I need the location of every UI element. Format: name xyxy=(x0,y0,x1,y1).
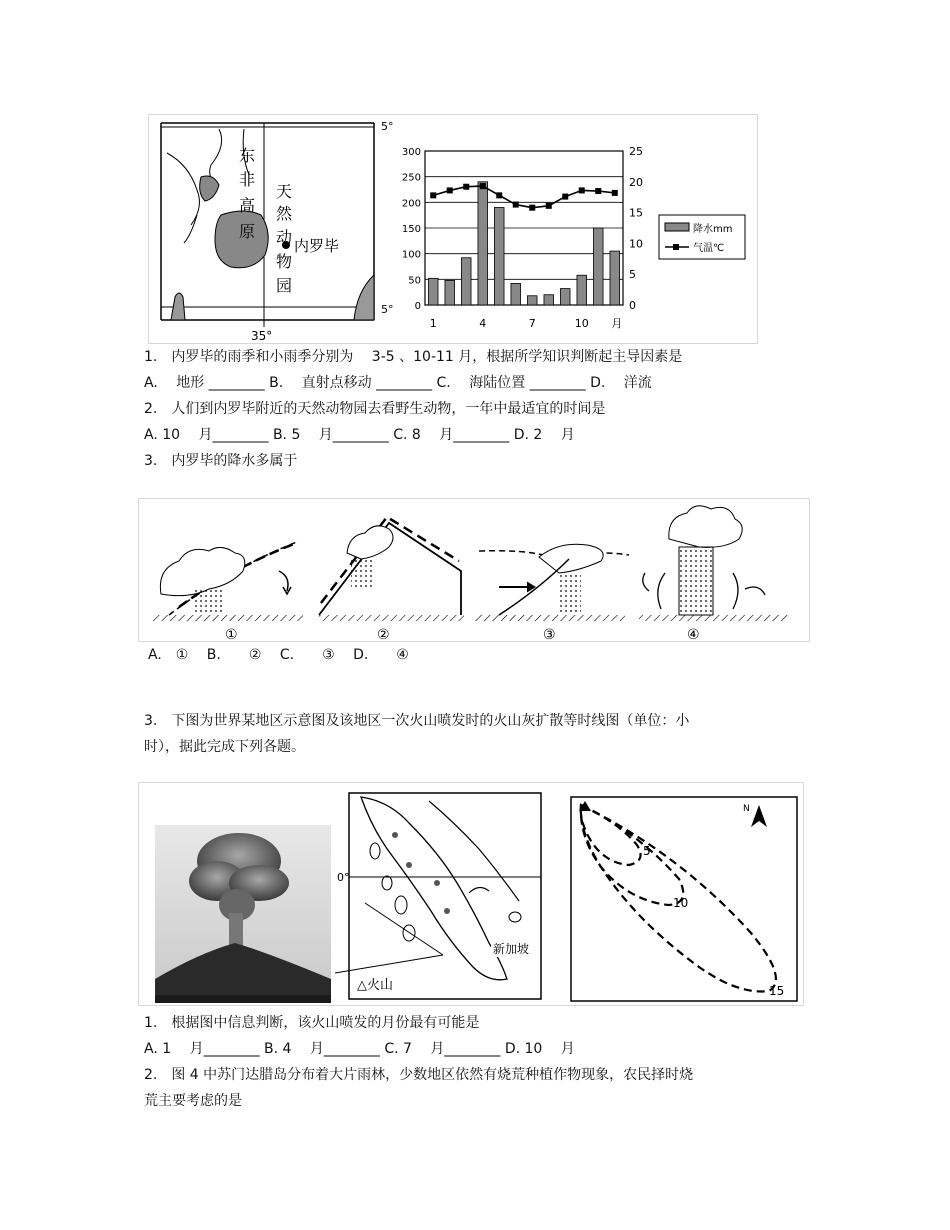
temp-line xyxy=(433,186,615,208)
park-char-4: 园 xyxy=(276,276,293,295)
legend-precip: 降水mm xyxy=(693,224,733,235)
y-left-tick-3: 150 xyxy=(401,224,421,235)
section3-intro-1: 3. 下图为世界某地区示意图及该地区一次火山喷发时的火山灰扩散等时线图（单位：小 xyxy=(144,713,690,729)
park-char-2: 动 xyxy=(276,228,293,247)
temp-point-4 xyxy=(480,183,486,189)
legend-temp: 气温℃ xyxy=(693,243,725,254)
coast-right xyxy=(354,275,374,320)
sumatra-map xyxy=(335,793,541,999)
rain-label-2: ② xyxy=(377,627,390,641)
lake-small xyxy=(200,176,219,201)
precip-bar-10 xyxy=(577,275,587,305)
q1-2-options: A. 10 月________ B. 5 月________ C. 8 月________ D. 2 月 xyxy=(144,427,575,443)
singapore-label: 新加坡 xyxy=(493,942,530,956)
rain-label-4: ④ xyxy=(687,627,700,641)
park-char-3: 物 xyxy=(276,252,293,271)
y-left-tick-4: 100 xyxy=(401,249,421,261)
temp-point-7 xyxy=(529,205,535,211)
y-right-tick-3: 10 xyxy=(629,237,643,251)
temp-point-2 xyxy=(447,187,453,193)
rain-panel-2 xyxy=(319,517,464,621)
precip-bar-1 xyxy=(428,278,438,305)
temp-point-12 xyxy=(612,190,618,196)
y-left-tick-2: 200 xyxy=(401,198,421,210)
temp-point-3 xyxy=(463,184,469,190)
figure-volcano xyxy=(138,782,804,1006)
precip-bar-3 xyxy=(461,258,471,305)
y-left-tick-6: 0 xyxy=(414,301,421,312)
lat-top-label: 5° xyxy=(381,120,394,133)
precip-bar-12 xyxy=(610,251,620,305)
temp-point-10 xyxy=(579,187,585,193)
temp-point-1 xyxy=(430,192,436,198)
isochrone-10: 10 xyxy=(673,896,689,910)
lat-bottom-label: 5° xyxy=(381,303,394,316)
volcano-photo xyxy=(155,825,331,1003)
q1-1-options: A. 地形 ________ B. 直射点移动 ________ C. 海陆位置 ________ D. 洋流 xyxy=(144,375,652,391)
rain-label-3: ③ xyxy=(543,627,556,641)
x-tick-4: 月 xyxy=(611,317,623,330)
y-right-tick-1: 20 xyxy=(629,175,643,189)
chart-legend xyxy=(659,215,745,259)
temp-point-6 xyxy=(513,202,519,208)
precip-bar-9 xyxy=(560,289,570,305)
figure-nairobi-svg xyxy=(149,115,757,343)
precip-bar-11 xyxy=(593,228,603,305)
q3-2-text-2: 荒主要考虑的是 xyxy=(144,1093,242,1109)
precip-bar-6 xyxy=(511,283,521,305)
q3-2-text-1: 2. 图 4 中苏门达腊岛分布着大片雨林，少数地区依然有烧荒种植作物现象，农民择时烧 xyxy=(144,1067,694,1083)
temp-point-5 xyxy=(496,192,502,198)
lon-label: 35° xyxy=(251,329,273,343)
park-char-0: 天 xyxy=(276,182,293,201)
region-char-3: 原 xyxy=(239,222,256,241)
compass-label: N xyxy=(743,804,750,814)
rain-panel-1 xyxy=(153,541,303,621)
precip-bar-5 xyxy=(494,207,504,305)
coast-left xyxy=(171,293,185,320)
q3-1-text: 1. 根据图中信息判断，该火山喷发的月份最有可能是 xyxy=(144,1015,480,1031)
x-tick-0: 1 xyxy=(429,317,437,330)
region-char-2: 高 xyxy=(239,196,256,215)
region-char-0: 东 xyxy=(239,146,256,165)
y-right-tick-2: 15 xyxy=(629,206,643,220)
legend-bar-swatch xyxy=(665,223,689,231)
rain-panel-3 xyxy=(475,544,629,621)
city-label: 内罗毕 xyxy=(294,237,340,255)
precip-bar-7 xyxy=(527,296,537,305)
y-left-tick-0: 300 xyxy=(401,147,421,158)
isochrone-5: 5 xyxy=(643,844,651,858)
q3-1-options: A. 1 月________ B. 4 月________ C. 7 月________ D. 10 月 xyxy=(144,1041,575,1057)
y-left-tick-1: 250 xyxy=(401,172,421,184)
q1-2-text: 2. 人们到内罗毕附近的天然动物园去看野生动物，一年中最适宜的时间是 xyxy=(144,401,606,417)
precip-bar-8 xyxy=(544,295,554,305)
y-right-tick-4: 5 xyxy=(629,268,636,282)
figure-volcano-svg xyxy=(139,783,803,1005)
y-right-tick-0: 25 xyxy=(629,145,643,158)
section3-intro-2: 时），据此完成下列各题。 xyxy=(144,739,305,755)
figure-rain-svg xyxy=(139,499,809,641)
temp-point-9 xyxy=(562,194,568,200)
figure-nairobi xyxy=(148,114,758,344)
volcano-label: △火山 xyxy=(357,978,393,993)
park-char-1: 然 xyxy=(276,204,293,223)
lat-zero-label: 0° xyxy=(337,871,350,884)
figure-rain-types xyxy=(138,498,810,642)
rain-panel-4 xyxy=(639,506,789,621)
x-tick-2: 7 xyxy=(528,317,536,330)
q2-options: A. ① B. ② C. ③ D. ④ xyxy=(148,647,409,663)
temp-point-11 xyxy=(595,188,601,194)
precip-bar-2 xyxy=(445,280,455,305)
isochrone-15: 15 xyxy=(769,984,785,998)
q1-3-text: 3. 内罗毕的降水多属于 xyxy=(144,453,298,469)
q1-1-text: 1. 内罗毕的雨季和小雨季分别为 3-5 、10-11 月，根据所学知识判断起主导因素是 xyxy=(144,349,683,365)
x-tick-3: 10 xyxy=(574,317,589,330)
temp-point-8 xyxy=(546,203,552,209)
rain-label-1: ① xyxy=(225,627,238,641)
y-left-tick-5: 50 xyxy=(408,275,421,287)
region-char-1: 非 xyxy=(239,170,256,189)
precip-bar-4 xyxy=(478,182,488,305)
y-right-tick-5: 0 xyxy=(629,299,636,312)
isochrone-map xyxy=(571,797,797,1001)
x-tick-1: 4 xyxy=(479,317,487,330)
climate-chart xyxy=(402,145,643,330)
